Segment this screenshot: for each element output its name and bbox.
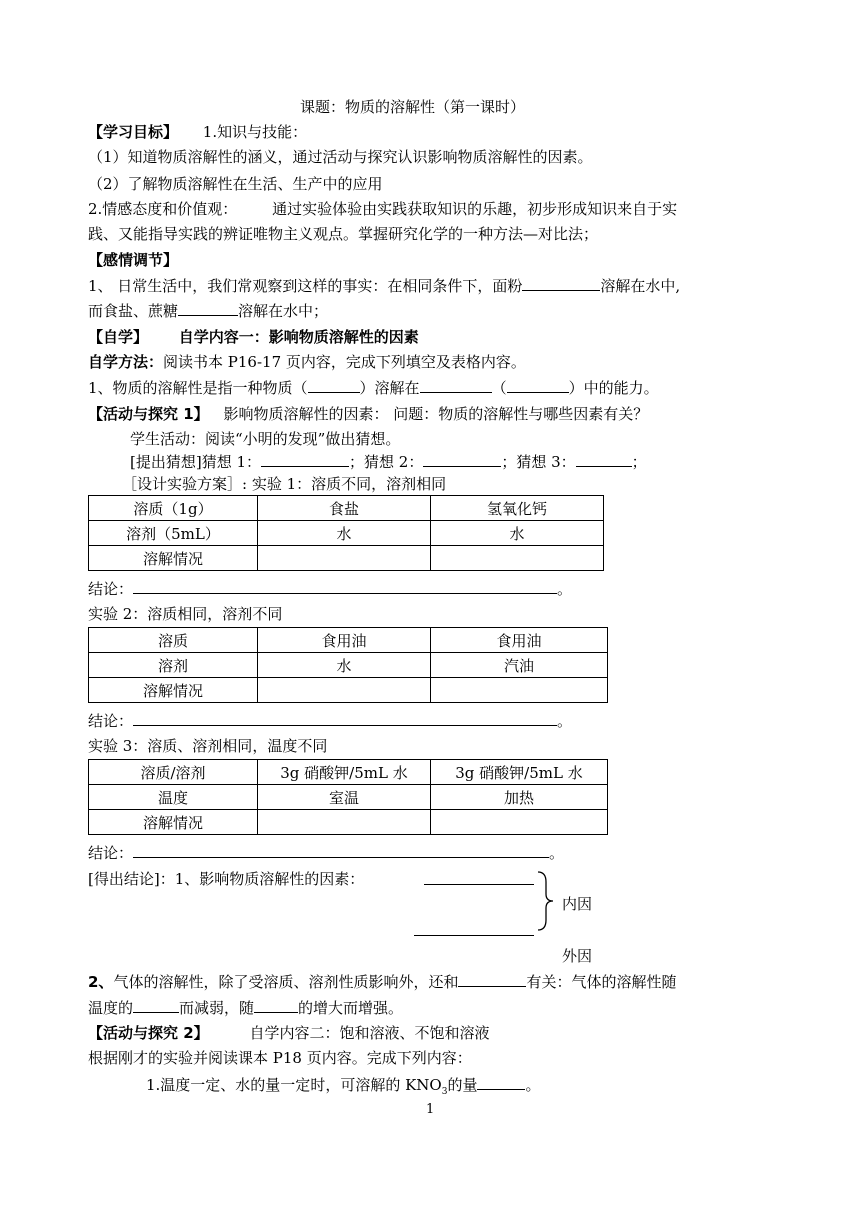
blank-field[interactable] bbox=[308, 378, 360, 393]
table-cell: 溶解情况 bbox=[89, 810, 258, 835]
period: 。 bbox=[549, 844, 565, 862]
blank-field[interactable] bbox=[423, 452, 501, 467]
table-cell: 食用油 bbox=[431, 628, 608, 653]
blank-field[interactable] bbox=[178, 301, 238, 316]
table-cell: 溶质/溶剂 bbox=[89, 760, 258, 785]
table-cell: 水 bbox=[258, 521, 431, 546]
activity2-line bbox=[88, 1022, 489, 1044]
self-study-label: 【自学】 bbox=[88, 328, 149, 346]
objective-item-2: （2）了解物质溶解性在生活、生产中的应用 bbox=[88, 175, 383, 193]
table-row bbox=[89, 810, 608, 835]
emotion-line-1 bbox=[88, 198, 677, 220]
gas-line-2 bbox=[88, 997, 403, 1019]
experiment-3-title: 实验 3：溶质、溶剂相同，温度不同 bbox=[88, 737, 328, 755]
gas-text-c: 温度的 bbox=[88, 999, 134, 1017]
table-cell: 食用油 bbox=[258, 628, 431, 653]
table-cell: 水 bbox=[258, 653, 431, 678]
table-cell: 溶解情况 bbox=[89, 678, 258, 703]
experiment-2-table bbox=[88, 627, 608, 703]
conclusion-label: 结论： bbox=[88, 580, 134, 598]
answer-cell[interactable] bbox=[431, 810, 608, 835]
answer-cell[interactable] bbox=[431, 678, 608, 703]
blank-field[interactable] bbox=[261, 452, 349, 467]
page-title: 课题：物质的溶解性（第一课时） bbox=[300, 98, 526, 116]
table-cell: 温度 bbox=[89, 785, 258, 810]
feeling-text-c: 而食盐、蔗糖 bbox=[88, 302, 179, 320]
q1-text-c: （ bbox=[491, 379, 507, 397]
design-line: ［设计实验方案］: 实验 1：溶质不同，溶剂相同 bbox=[122, 475, 447, 493]
guess-text-c: ；猜想 3： bbox=[501, 453, 576, 471]
blank-field[interactable] bbox=[133, 579, 557, 594]
period: 。 bbox=[557, 712, 573, 730]
answer-cell[interactable] bbox=[258, 546, 431, 571]
blank-field[interactable] bbox=[133, 998, 179, 1013]
gas-text-b: 有关：气体的溶解性随 bbox=[526, 973, 677, 991]
brace-icon bbox=[536, 870, 556, 932]
knowledge-label: 1.知识与技能： bbox=[202, 123, 308, 141]
emotion-text-a: 通过实验体验由实践获取知识的乐趣，初步形成知识来自于实 bbox=[272, 200, 678, 218]
blank-field[interactable] bbox=[420, 378, 492, 393]
table-cell: 汽油 bbox=[431, 653, 608, 678]
blank-field[interactable] bbox=[507, 378, 569, 393]
table-row bbox=[89, 628, 608, 653]
feeling-text-a: 1、 日常生活中，我们常观察到这样的事实：在相同条件下，面粉 bbox=[88, 277, 523, 295]
experiment-2-title: 实验 2：溶质相同，溶剂不同 bbox=[88, 605, 283, 623]
activity1-line bbox=[88, 403, 648, 425]
experiment-1-table bbox=[88, 495, 604, 571]
experiment-3-table bbox=[88, 759, 608, 835]
answer-cell[interactable] bbox=[258, 810, 431, 835]
table-row bbox=[89, 653, 608, 678]
activity2-item-1 bbox=[146, 1074, 540, 1103]
table-cell: 溶解情况 bbox=[89, 546, 258, 571]
table-row bbox=[89, 678, 608, 703]
answer-cell[interactable] bbox=[431, 546, 604, 571]
blank-field[interactable] bbox=[576, 452, 632, 467]
blank-field[interactable] bbox=[424, 870, 534, 885]
gas-line-1 bbox=[88, 971, 676, 993]
activity1-label: 【活动与探究 1】 bbox=[88, 405, 209, 423]
table-cell: 室温 bbox=[258, 785, 431, 810]
result-text: [得出结论]：1、影响物质溶解性的因素： bbox=[88, 870, 365, 888]
feeling-label: 【感情调节】 bbox=[88, 251, 179, 269]
conclusion-label: 结论： bbox=[88, 844, 134, 862]
table-cell: 溶质（1g） bbox=[89, 496, 258, 521]
q1-text-a: 1、物质的溶解性是指一种物质（ bbox=[88, 379, 308, 397]
table-row bbox=[89, 496, 604, 521]
emotion-label: 2.情感态度和价值观： bbox=[88, 200, 238, 218]
table-cell: 溶剂 bbox=[89, 653, 258, 678]
table-cell: 溶质 bbox=[89, 628, 258, 653]
self-study-line bbox=[88, 326, 419, 348]
table-cell: 氢氧化钙 bbox=[431, 496, 604, 521]
item1-text-c: 。 bbox=[525, 1076, 541, 1094]
guess-text-b: ；猜想 2： bbox=[349, 453, 424, 471]
activity2-read: 根据刚才的实验并阅读课本 P18 页内容。完成下列内容： bbox=[88, 1049, 472, 1067]
table-cell: 3g 硝酸钾/5mL 水 bbox=[431, 760, 608, 785]
table-cell: 水 bbox=[431, 521, 604, 546]
feeling-line-1 bbox=[88, 275, 680, 297]
gas-number: 2、 bbox=[88, 973, 114, 991]
self-study-content: 自学内容一：影响物质溶解性的因素 bbox=[178, 328, 419, 346]
activity1-text: 影响物质溶解性的因素： 问题：物质的溶解性与哪些因素有关？ bbox=[223, 405, 649, 423]
guess-line bbox=[130, 451, 647, 473]
blank-field[interactable] bbox=[254, 998, 298, 1013]
conclusion-label: 结论： bbox=[88, 712, 134, 730]
page-number: 1 bbox=[426, 1102, 435, 1117]
conclusion-2 bbox=[88, 710, 572, 732]
result-line bbox=[88, 868, 364, 890]
self-study-method bbox=[88, 351, 526, 373]
objectives-label: 【学习目标】 bbox=[88, 123, 179, 141]
external-factor-label: 外因 bbox=[562, 947, 593, 965]
answer-cell[interactable] bbox=[258, 678, 431, 703]
objectives-line bbox=[88, 121, 307, 143]
activity2-text: 自学内容二：饱和溶液、不饱和溶液 bbox=[249, 1024, 490, 1042]
gas-text-a: 气体的溶解性，除了受溶质、溶剂性质影响外，还和 bbox=[113, 973, 459, 991]
blank-field[interactable] bbox=[477, 1075, 525, 1090]
emotion-line-2: 践、又能指导实践的辨证唯物主义观点。掌握研究化学的一种方法—对比法； bbox=[88, 225, 599, 243]
feeling-text-b: 溶解在水中, bbox=[600, 277, 681, 295]
table-row bbox=[89, 521, 604, 546]
conclusion-1 bbox=[88, 578, 572, 600]
guess-text-a: [提出猜想]猜想 1： bbox=[130, 453, 262, 471]
conclusion-3 bbox=[88, 842, 564, 864]
guess-text-d: ； bbox=[631, 453, 647, 471]
table-row bbox=[89, 760, 608, 785]
student-activity: 学生活动：阅读“小明的发现”做出猜想。 bbox=[130, 430, 401, 448]
feeling-text-d: 溶解在水中； bbox=[238, 302, 329, 320]
blank-field[interactable] bbox=[133, 843, 549, 858]
table-cell: 溶剂（5mL） bbox=[89, 521, 258, 546]
internal-factor-label: 内因 bbox=[562, 895, 593, 913]
activity2-label: 【活动与探究 2】 bbox=[88, 1024, 209, 1042]
method-text: 阅读书本 P16-17 页内容，完成下列填空及表格内容。 bbox=[163, 353, 526, 371]
table-cell: 3g 硝酸钾/5mL 水 bbox=[258, 760, 431, 785]
gas-text-e: 的增大而增强。 bbox=[298, 999, 404, 1017]
blank-field[interactable] bbox=[458, 972, 526, 987]
method-label: 自学方法： bbox=[88, 353, 164, 371]
gas-text-d: 而减弱，随 bbox=[179, 999, 255, 1017]
table-row bbox=[89, 785, 608, 810]
period: 。 bbox=[557, 580, 573, 598]
table-cell: 食盐 bbox=[258, 496, 431, 521]
feeling-line-2 bbox=[88, 300, 328, 322]
table-cell: 加热 bbox=[431, 785, 608, 810]
objective-item-1: （1）知道物质溶解性的涵义，通过活动与探究认识影响物质溶解性的因素。 bbox=[88, 148, 593, 166]
q1-text-b: ）溶解在 bbox=[359, 379, 420, 397]
blank-field[interactable] bbox=[414, 921, 534, 936]
item1-text-b: 的量 bbox=[447, 1076, 478, 1094]
blank-field[interactable] bbox=[133, 711, 557, 726]
item1-subscript: 3 bbox=[441, 1087, 448, 1097]
blank-field[interactable] bbox=[522, 276, 600, 291]
question-1 bbox=[88, 377, 659, 399]
item1-text-a: 1.温度一定、水的量一定时，可溶解的 KNO bbox=[146, 1076, 442, 1094]
table-row bbox=[89, 546, 604, 571]
q1-text-d: ）中的能力。 bbox=[568, 379, 659, 397]
